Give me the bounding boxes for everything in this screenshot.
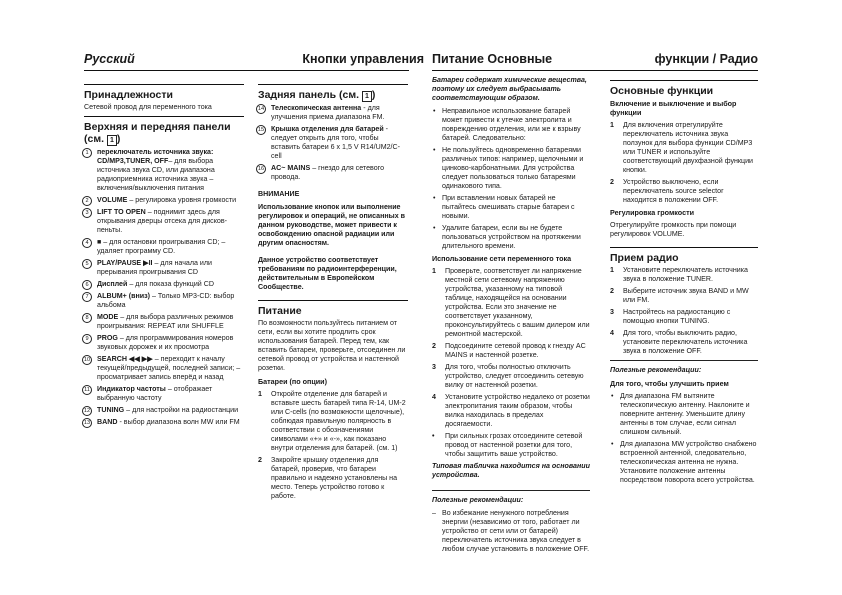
item-number: 3 [432,363,436,371]
item-text: Установите переключатель источника звука в положение TUNER. [623,266,748,283]
tip-item: – Во избежание ненужного потребления энергии (независимо от того, работает ли устройство от сети или от батарей) переключатель источника звука следует в любом случае установить в положение OFF. [432,509,590,554]
list-item [84,313,244,331]
list-item [84,238,244,256]
item-text: - для улучшения приема диапазона FM. [271,104,385,121]
item-number: 11 [82,385,92,395]
list-item [610,266,758,284]
item-label: TUNING [97,406,125,414]
item-text: – для выбора различных режимов проигрывания: REPEAT или SHUFFLE [97,313,234,330]
section-rule [610,360,758,361]
item-text: – для настройки на радиостанции [124,406,239,414]
item-text: – поднимит здесь для открывания дверцы отсека для дисков-пеньты. [97,208,227,234]
list-item [432,393,590,429]
rear-panel-title: Задняя панель (см. 1 ) [258,89,376,101]
conformity-text: Данное устройство соответствует требованиям по радиоинтерференции, действительным в Европейском Сообществе. [258,256,397,291]
item-label: LIFT TO OPEN [97,208,146,216]
list-item [84,292,244,310]
list-item [84,418,244,427]
list-item [84,355,244,382]
item-text: Для включения отрегулируйте переключатель источника звука ползунок для выбора функции CD/MP3 или TUNER и используйте соответствующий двухфазной функции кнопки. [623,121,754,174]
batteries-steps [258,390,408,501]
page-title-power: Питание Основные [432,52,553,66]
list-item [432,432,590,459]
item-number: 2 [432,342,436,350]
item-text: – гнездо для сетевого провода. [271,164,385,181]
section-rule [258,300,408,301]
item-label: BAND [97,418,118,426]
volume-title: Регулировка громкости [610,208,695,217]
item-text: Установите устройство недалеко от розетки электропитания таким образом, чтобы вилка находилась в пределах досягаемости. [445,393,590,428]
item-number: 4 [610,329,614,337]
language-label: Русский [84,52,135,66]
column-3 [432,76,590,557]
item-label: Телескопическая антенна [271,104,362,112]
figure-ref: 1 [362,91,372,102]
item-label: Индикатор частоты [97,385,166,393]
column-4 [610,76,758,488]
item-text: Откройте отделение для батарей и вставьте шесть батарей типа R-14, UM-2 или C-cells (по возможности щелочные), соблюдая правильную полярность в соответствии с обозначениями символами «+» и «-», как показано внутри отделения для батарей. (см. 1) [271,390,406,452]
item-label: PLAY/PAUSE ▶II [97,259,153,267]
item-text: – отображает выбранную частоту [97,385,213,402]
list-item [432,342,590,360]
item-number: 1 [610,266,614,274]
radio-steps [610,266,758,356]
reception-title: Для того, чтобы улучшить прием [610,379,729,388]
column-1 [84,76,244,430]
list-item [610,308,758,326]
onoff-title: Включение и выключение и выбор функции [610,99,737,117]
batteries-title: Батареи (по опции) [258,377,327,386]
mains-steps [432,267,590,459]
radio-title: Прием радио [610,252,679,264]
item-number: 10 [83,357,91,363]
section-rule [258,84,408,85]
bullet-item: • Неправильное использование батарей может привести к утечке электролита и повреждению отделения, или же к взрыву батарей. Следовательно: [432,107,590,143]
item-label: Крышка отделения для батарей [271,125,384,133]
item-number: 14 [257,106,265,112]
item-text: Для того, чтобы выключить радио, установите переключатель источника звука в положение OFF. [623,329,748,355]
item-number: 2 [610,287,614,295]
item-label: Дисплей [97,280,128,288]
list-item [84,148,244,193]
page-title-functions: функции / Радио [654,52,758,66]
bullet-item: • Удалите батареи, если вы не будете пользоваться устройством на протяжении длительного времени. [432,224,590,251]
item-label: PROG [97,334,118,342]
item-label: AC~ MAINS [271,164,311,172]
list-item [84,280,244,289]
item-number: 5 [82,259,92,269]
reception-bullets [610,392,758,485]
batteries-bullets [432,107,590,251]
warning-text: Использование кнопок или выполнение регулировок и операций, не описанных в данном руководстве, может привести к освобождению опасной радиации или другим опасностям. [258,203,405,247]
list-item [84,259,244,277]
list-item [610,178,758,205]
item-label: VOLUME [97,196,128,204]
tips-title: Полезные рекомендации: [432,496,524,504]
item-text: – Только MP3-CD: выбор альбома [97,292,235,309]
item-number: 13 [83,420,91,426]
item-number: 4 [432,393,436,401]
item-text: Подсоедините сетевой провод к гнезду AC MAINS и настенной розетке. [445,342,586,359]
item-number: 7 [82,292,92,302]
list-item [258,164,408,182]
batteries-intro: Батареи содержат химические вещества, поэтому их следует выбрасывать соответствующим образом. [432,76,587,102]
header-rule-right [432,70,758,71]
bullet-item: • Для диапазона FM вытяните телескопическую антенну. Наклоните и поверните антенну. Уменьшите длину антенны в том случае, если сигнал слишком сильный. [610,392,758,437]
basic-functions-title: Основные функции [610,85,714,97]
tips-list [432,509,590,554]
list-item [258,125,408,161]
item-text: Настройтесь на радиостанцию с помощью кнопки TUNING. [623,308,731,325]
accessories-text: Сетевой провод для переменного тока [84,103,212,111]
item-number: 15 [257,127,265,133]
bullet-item: • Для диапазона MW устройство снабжено встроенной антенной, следовательно, телескопическая антенна не нужна. Установите положение антенны посредством поворота всего устройства. [610,440,758,485]
bullet-item: • Не пользуйтесь одновременно батареями различных типов: например, щелочными и цинково-карбонатными. Для устройства следует пользоваться только батареями одинакового типа. [432,146,590,191]
list-item [84,406,244,415]
onoff-steps [610,121,758,205]
item-number: 3 [82,208,92,218]
item-number: 4 [82,238,92,248]
item-text: Устройство выключено, если переключатель source selector находится в положении OFF. [623,178,724,204]
list-item [610,329,758,356]
item-text: Выберите источник звука BAND и MW или FM. [623,287,749,304]
item-text: – для остановки проигрывания CD; – удаляет программу CD. [97,238,226,255]
item-label: ■ [97,238,102,246]
mains-title: Использование сети переменного тока [432,254,572,263]
controls-list [84,148,244,427]
column-2 [258,76,408,504]
item-text: - выбор диапазона волн MW или FM [117,418,240,426]
section-rule [610,247,758,248]
item-number: 3 [610,308,614,316]
item-text: – регулировка уровня громкости [127,196,237,204]
item-text: – переходит к началу текущей/предыдущей, последней записи; – просматривает запись вперёд и назад [97,355,241,381]
item-number: 12 [83,408,91,414]
power-title: Питание [258,305,302,317]
item-label: MODE [97,313,119,321]
item-text: Проверьте, соответствует ли напряжение местной сети сетевому напряжению устройства, указанному на типовой таблице, находящейся на основании устройства. Если это значение не соответствует указанному, проконсультируйтесь с вашим дилером или ремонтной мастерской. [445,267,590,338]
section-rule [84,116,244,117]
item-number: 1 [610,121,614,129]
accessories-title: Принадлежности [84,89,173,101]
list-item [258,390,408,453]
item-number: 2 [610,178,614,186]
item-text: - следует открыть для того, чтобы вставить батареи 6 x 1,5 V R14/UM2/C-cell [271,125,401,160]
list-item [432,267,590,339]
tips-title: Полезные рекомендации: [610,366,702,374]
item-label: переключатель источника звука: CD/MP3,TUNER, OFF [97,148,214,165]
list-item [84,385,244,403]
volume-text: Отрегулируйте громкость при помощи регулировок VOLUME. [610,221,737,238]
item-label: SEARCH ◀◀ ▶▶ [97,355,153,363]
bullet-item: • При вставлении новых батарей не пытайтесь смешивать старые батареи с новыми. [432,194,590,221]
list-item [432,363,590,390]
item-number: 6 [82,280,92,290]
panels-title: Верхняя и передняя панели (см. 1 ) [84,121,231,145]
section-rule [84,84,244,85]
list-item [610,121,758,175]
page-title-controls: Кнопки управления [302,52,424,66]
list-item [610,287,758,305]
item-text: При сильных грозах отсоедините сетевой провод от настенной розетки для того, чтобы защитить ваше устройство. [445,432,583,458]
header-rule-left [84,70,409,71]
section-rule [610,80,758,81]
warning-title: ВНИМАНИЕ [258,190,300,198]
item-number: 8 [82,313,92,323]
list-item [258,104,408,122]
item-text: – для начала или прерывания проигрывания CD [97,259,212,276]
plate-note: Типовая табличка находится на основании устройства. [432,462,590,479]
list-item [84,208,244,235]
list-item [84,334,244,352]
rear-controls-list [258,104,408,182]
figure-ref: 1 [107,135,117,146]
list-item [84,196,244,205]
item-number: • [432,432,435,440]
item-label: ALBUM+ (вниз) [97,292,150,300]
item-number: 1 [432,267,436,275]
item-number: 1 [258,390,262,398]
item-number: 2 [258,456,262,464]
section-rule [432,490,590,491]
power-text: По возможности пользуйтесь питанием от сети, если вы хотите продлить срок использования батарей. Перед тем, как вставить батареи, проверьте, отсоединен ли сетевой провод от устройства и настенной розетки. [258,319,406,372]
item-text: – для выбора источника звука CD, или диапазона радиоприемника источника звука – включения/выключения питания [97,157,215,192]
item-text: – для показа функций CD [127,280,214,288]
item-text: – для программирования номеров звуковых дорожек и их просмотра [97,334,234,351]
list-item [258,456,408,501]
item-number: 16 [257,166,265,172]
item-number: 2 [82,196,92,206]
item-number: 1 [82,148,92,158]
item-text: Для того, чтобы полностью отключить устройство, следует отсоединить сетевую вилку от настенной розетки. [445,363,584,389]
item-number: 9 [82,334,92,344]
item-text: Закройте крышку отделения для батарей, проверив, что батареи правильно и надежно установлены на место. Теперь устройство готово к работе. [271,456,398,500]
